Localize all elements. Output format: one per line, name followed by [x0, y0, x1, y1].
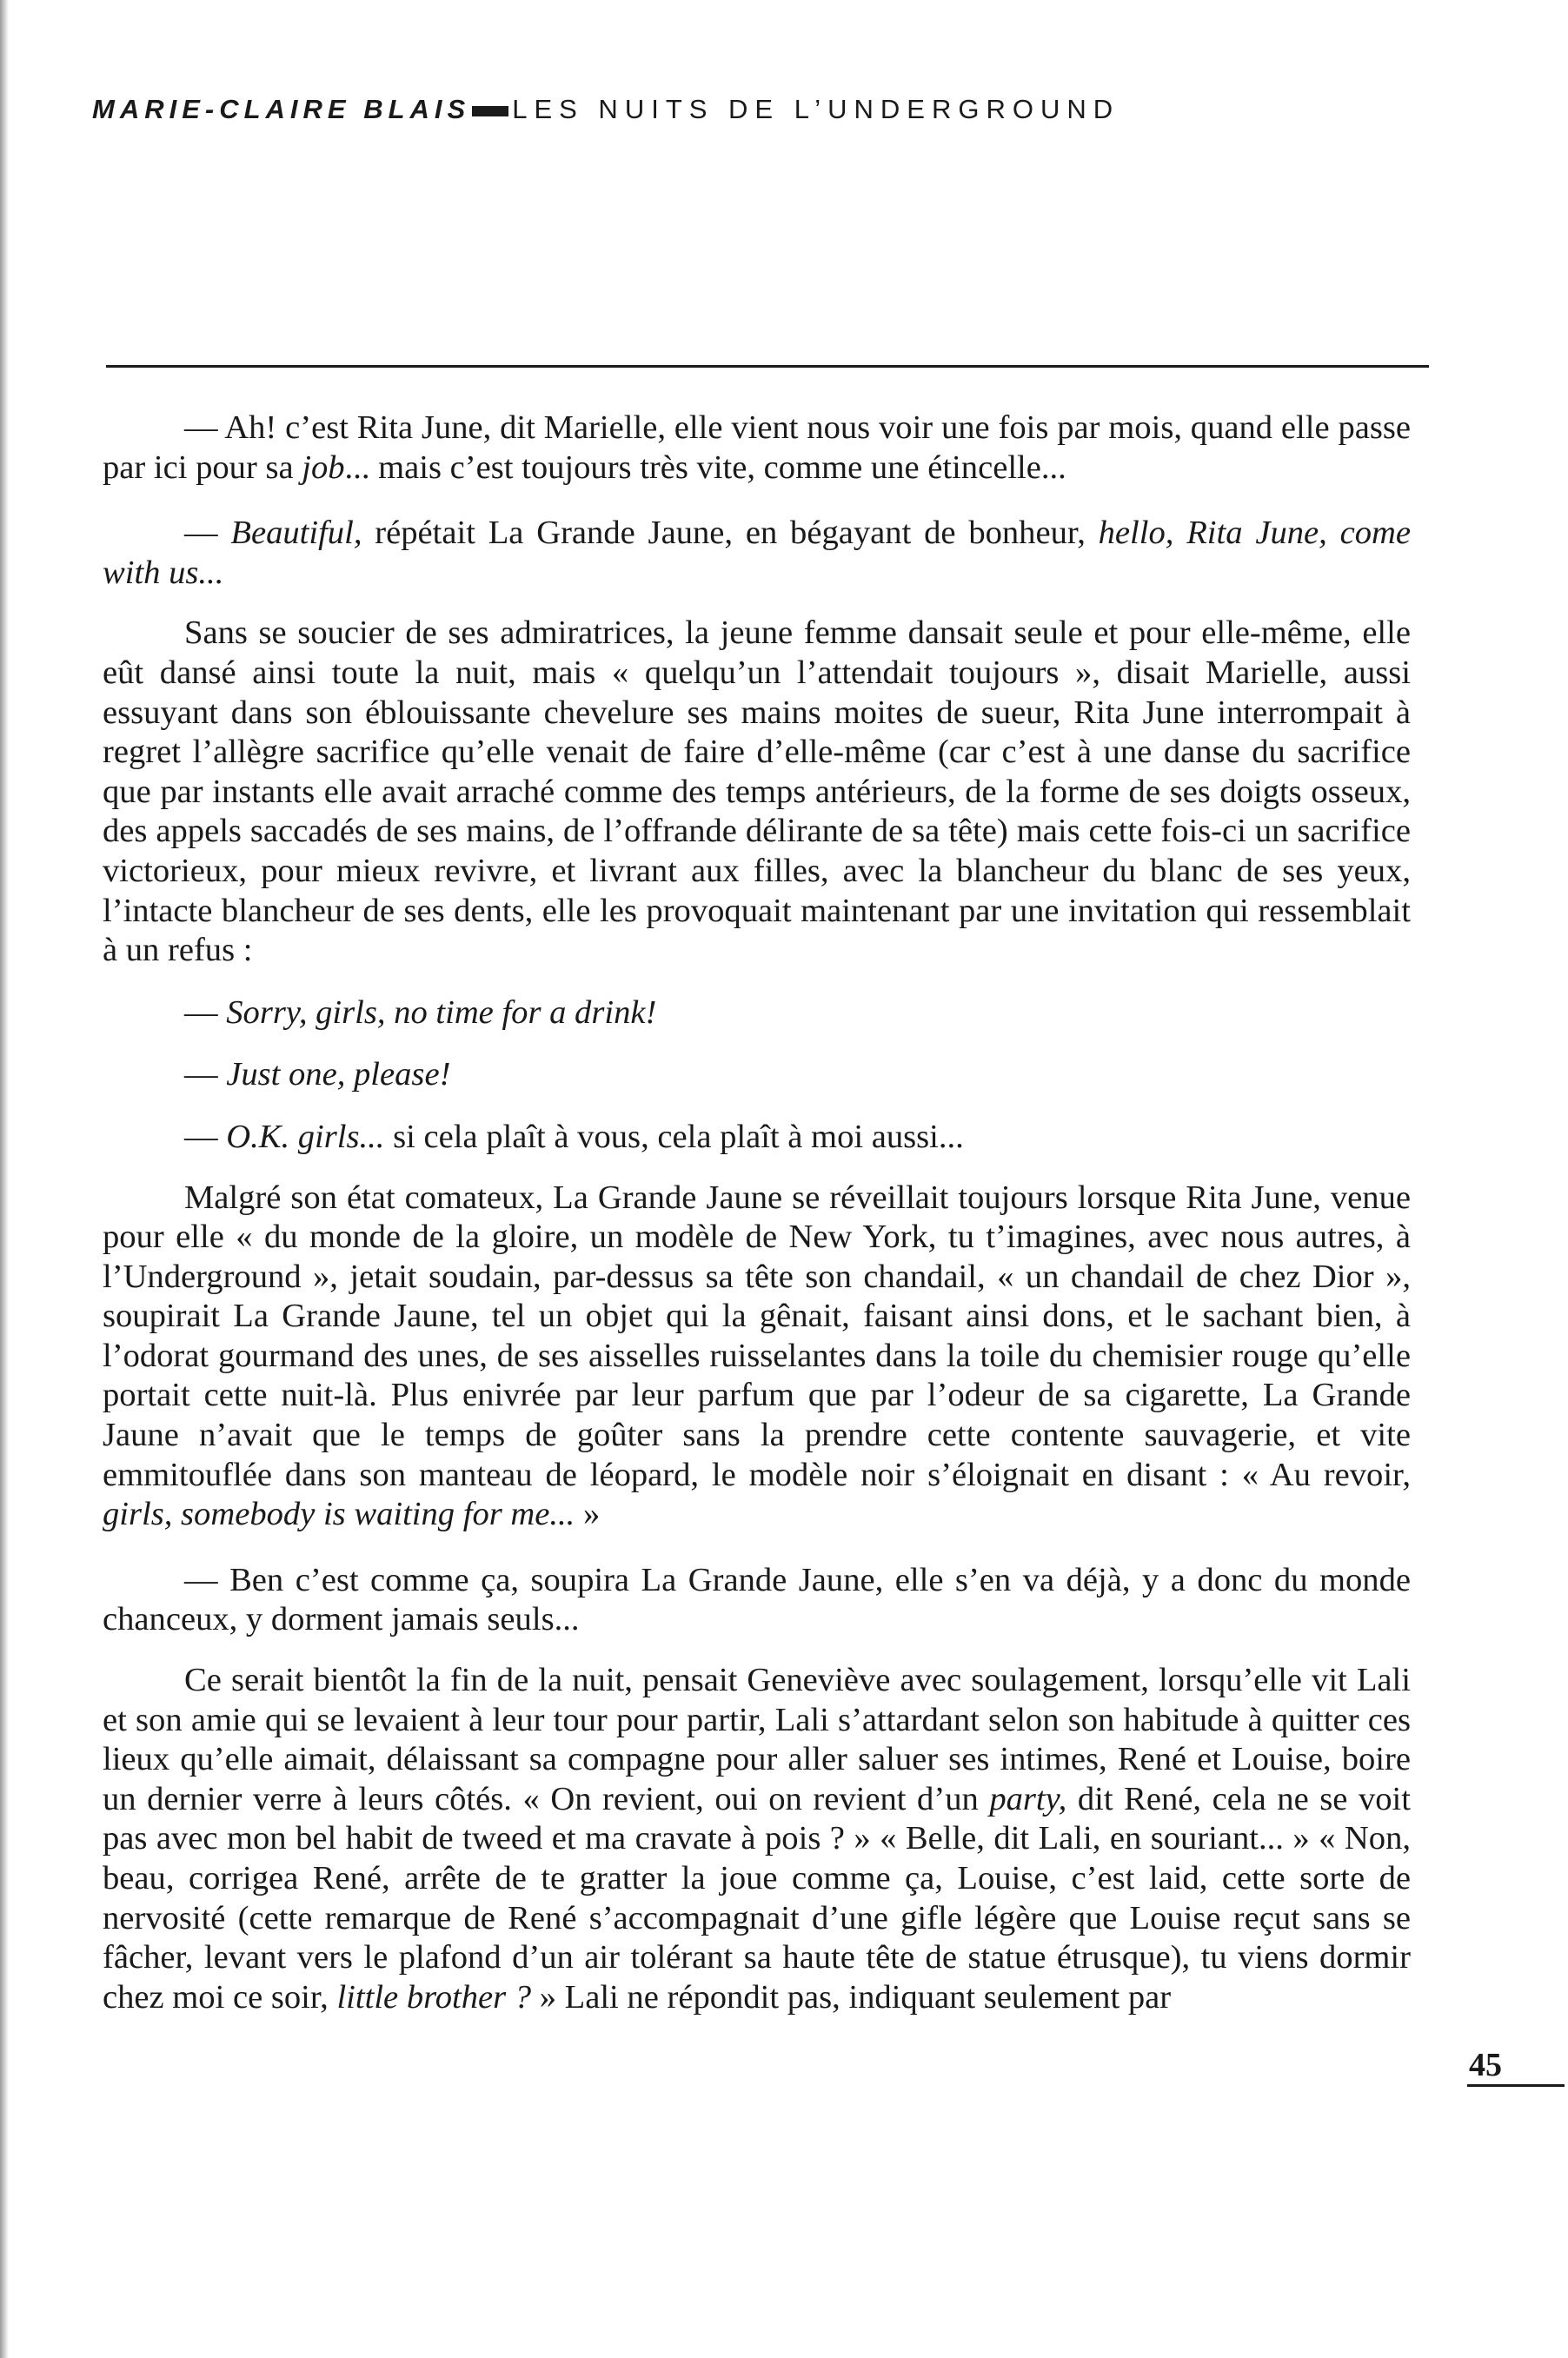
text-run: Sans se soucier de ses admiratrices, la jeune femme dansait seule et pour elle-même, elle eût dansé ainsi toute la nuit, mais « quelqu’un l’attendait toujours », disait Marielle, aussi essuyant dans son éblouissante chevelure ses mains moites de sueur, Rita June interrompait à regret l’allègre sacrifice qu’elle venait de faire d’elle-même (car c’est à une danse du sacrifice que par instants elle avait arraché comme des temps antérieurs, de la forme de ses doigts osseux, des appels saccadés de ses mains, de l’offrande délirante de sa tête) mais cette fois-ci un sacrifice victorieux, pour mieux revivre, et livrant aux filles, avec la blancheur du blanc de ses yeux, l’intacte blancheur de ses dents, elle les provoquait maintenant par une invitation qui ressemblait à un refus : — [103, 614, 1411, 969]
page-number-rule — [1467, 2084, 1565, 2087]
text-run: — — [184, 1056, 227, 1093]
paragraph — [103, 614, 1411, 970]
italic-text: O.K. girls... — [226, 1118, 385, 1155]
italic-text: hello, Rita June, come with us... — [103, 515, 1411, 591]
paragraph — [103, 408, 1411, 488]
italic-text: Just one, please! — [226, 1056, 451, 1093]
text-run: si cela plaît à vous, cela plaît à moi aussi... — [384, 1118, 964, 1155]
scan-edge — [0, 0, 9, 2358]
text-run: » Lali ne répondit pas, indiquant seulement par — [531, 1978, 1172, 2016]
paragraph — [103, 1179, 1411, 1535]
page-number: 45 — [1469, 2047, 1502, 2083]
text-run: répétait La Grande Jaune, en bégayant de bonheur, — [362, 515, 1099, 552]
italic-text: job — [302, 448, 345, 486]
text-run: » — [575, 1496, 601, 1533]
body-text — [103, 408, 1411, 2017]
italic-text: Beautiful, — [230, 515, 362, 552]
text-run: — — [184, 993, 227, 1031]
text-run: — Ah! c’est Rita June, dit Marielle, elle vient nous voir une fois par mois, quand elle passe par ici pour sa — [103, 409, 1411, 486]
text-run: Ce serait bientôt la fin de la nuit, pensait Geneviève avec soulagement, lorsqu’elle vit Lali et son amie qui se levaient à leur tour pour partir, Lali s’attardant selon son habitude à quitter ces lieux qu’elle aimait, délaissant sa compagne pour aller saluer ses intimes, René et Louise, boire un dernier verre à leurs côtés. « On revient, oui on revient d’un — [103, 1662, 1411, 1817]
text-run: dit René, cela ne se voit pas avec mon bel habit de tweed et ma cravate à pois ? » « Belle, dit Lali, en souriant... » « Non, beau, corrigea René, arrête de te gratter la joue comme ça, Louise, c’est laid, cette sorte de nervosité (cette remarque de René s’accompagnait d’une gifle légère que Louise reçut sans se fâcher, levant vers le plafond d’un air tolérant sa haute tête de statue étrusque), tu viens dormir chez moi ce soir, — [103, 1780, 1411, 2016]
text-run: — Ben c’est comme ça, soupira La Grande Jaune, elle s’en va déjà, y a donc du monde chanceux, y dorment jamais seuls... — [103, 1561, 1411, 1638]
book-title: LES NUITS DE L’UNDERGROUND — [512, 94, 1120, 124]
paragraph — [103, 993, 1411, 1033]
paragraph — [103, 1561, 1411, 1640]
paragraph — [103, 1055, 1411, 1095]
text-run: ... mais c’est toujours très vite, comme une étincelle... — [344, 448, 1066, 486]
paragraph — [103, 514, 1411, 593]
text-run: Malgré son état comateux, La Grande Jaune se réveillait toujours lorsque Rita June, venue pour elle « du monde de la gloire, un modèle de New York, tu t’imagines, avec nous autres, à l’Underground », jetait soudain, par-dessus sa tête son chandail, « un chandail de chez Dior », soupirait La Grande Jaune, tel un objet qui la gênait, faisant ainsi dons, et le sachant bien, à l’odorat gourmand des unes, de ses aisselles ruisselantes dans la toile du chemisier rouge qu’elle portait cette nuit-là. Plus enivrée par leur parfum que par l’odeur de sa cigarette, La Grande Jaune n’avait que le temps de goûter sans la prendre cette contente sauvagerie, et vite emmitouflée dans son manteau de léopard, le modèle noir s’éloignait en disant : « Au revoir, — [103, 1179, 1411, 1493]
paragraph — [103, 1118, 1411, 1158]
text-run: — — [184, 1118, 227, 1155]
italic-text: Sorry, girls, no time for a drink! — [226, 993, 657, 1031]
header-rule — [106, 365, 1429, 368]
header-separator — [472, 106, 508, 116]
italic-text: party, — [989, 1780, 1067, 1817]
text-run: — — [184, 515, 231, 552]
author-name: MARIE-CLAIRE BLAIS — [92, 94, 471, 124]
italic-text: little brother ? — [336, 1978, 532, 2016]
running-head — [92, 92, 1396, 127]
italic-text: girls, somebody is waiting for me... — [103, 1496, 575, 1533]
paragraph — [103, 1661, 1411, 2017]
